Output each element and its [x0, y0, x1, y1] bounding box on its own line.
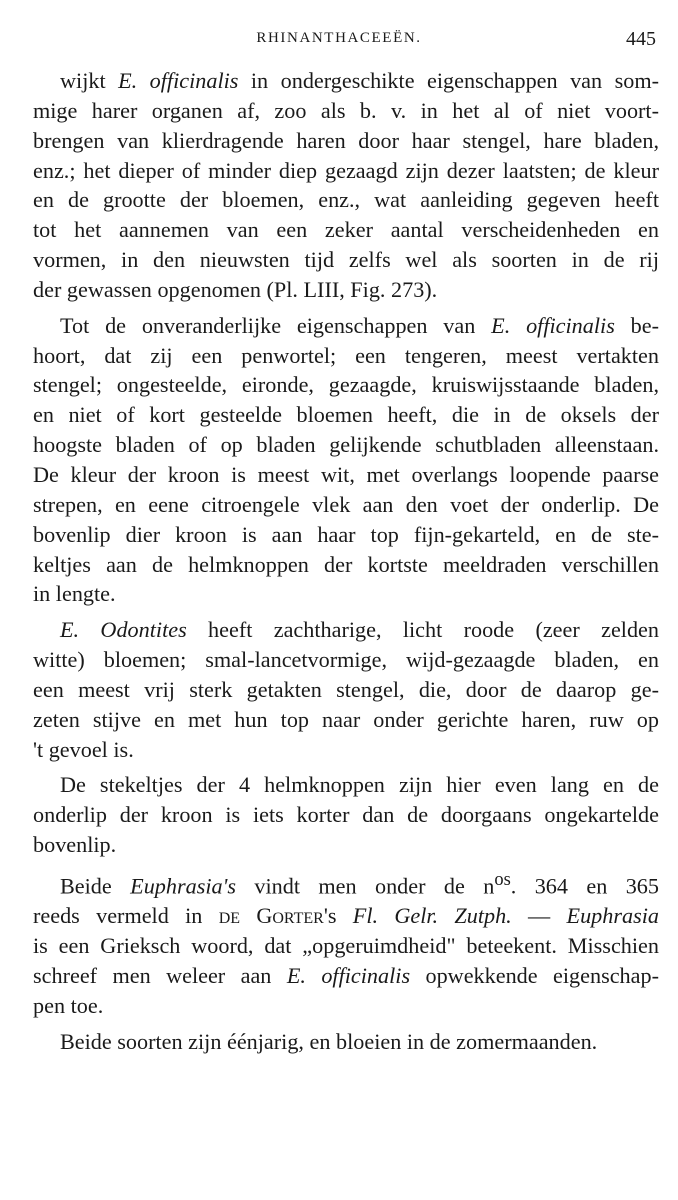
- italic-text: Euphrasia's: [130, 873, 236, 899]
- text-line: [33, 991, 659, 1021]
- italic-text: E. officinalis: [118, 68, 239, 93]
- text-line: [33, 901, 659, 931]
- paragraph: [33, 615, 659, 764]
- text-line: [33, 185, 659, 215]
- text-run: is een Grieksch woord, dat „opgeruimdheid" beteekent. Misschien: [33, 933, 659, 959]
- text-line: [33, 126, 659, 156]
- text-run: be-: [614, 312, 659, 338]
- text-line: [33, 245, 659, 275]
- text-run: De kleur der kroon is meest wit, met overlangs loopende paarse: [33, 461, 659, 487]
- text-line: [33, 579, 659, 609]
- text-run: en de grootte der bloemen, enz., wat aanleiding gegeven heeft: [33, 187, 659, 213]
- text-run: mige harer organen af, zoo als b. v. in het al of niet voort-: [33, 97, 659, 123]
- paragraph: [33, 66, 659, 305]
- italic-text: Fl. Gelr. Zutph.: [352, 903, 512, 929]
- text-line: [33, 156, 659, 186]
- text-line: [33, 735, 659, 765]
- text-line: [33, 615, 659, 645]
- text-line: [33, 800, 659, 830]
- text-line: [33, 770, 659, 800]
- text-run: bovenlip.: [33, 832, 117, 858]
- text-line: [33, 961, 659, 991]
- text-run: wijkt: [60, 68, 119, 93]
- superscript-text: os: [494, 869, 511, 890]
- text-run: keltjes aan de helmknoppen der kortste meeldraden verschillen: [33, 551, 659, 577]
- text-line: [33, 705, 659, 735]
- text-line: [33, 931, 659, 961]
- text-line: [33, 275, 659, 305]
- text-run: De stekeltjes der 4 helmknoppen zijn hier even lang en de: [60, 772, 659, 798]
- text-line: [33, 490, 659, 520]
- text-run: strepen, en eene citroengele vlek aan den voet der onderlip. De: [33, 491, 659, 517]
- text-run: . 364 en 365: [510, 873, 659, 899]
- text-line: [33, 460, 659, 490]
- text-line: [33, 370, 659, 400]
- text-line: [33, 400, 659, 430]
- text-line: [33, 1027, 659, 1057]
- text-line: [33, 830, 659, 860]
- page-header: [0, 30, 678, 54]
- text-run: der gewassen opgenomen (Pl. LIII, Fig. 273).: [33, 276, 438, 302]
- text-line: [33, 645, 659, 675]
- italic-text: Euphrasia: [566, 903, 659, 929]
- italic-text: E. Odontites: [60, 617, 187, 643]
- text-run: —: [511, 903, 567, 929]
- text-run: enz.; het dieper of minder diep gezaagd zijn dezer laatsten; de kleur: [33, 157, 659, 183]
- text-run: hoort, dat zij een penwortel; een tengeren, meest vertakten: [33, 342, 659, 368]
- text-run: pen toe.: [33, 992, 104, 1018]
- paragraph: [33, 1027, 659, 1057]
- text-run: in ondergeschikte eigenschappen van som-: [238, 68, 659, 93]
- text-run: heeft zachtharige, licht roode (zeer zelden: [186, 617, 659, 643]
- text-run: opwekkende eigenschap-: [410, 962, 659, 988]
- text-run: een meest vrij sterk getakten stengel, die, door de daarop ge-: [33, 676, 659, 702]
- text-run: witte) bloemen; smal-lancetvormige, wijd-gezaagde bladen, en: [33, 647, 659, 673]
- text-run: vormen, in den nieuwsten tijd zelfs wel als soorten in de rij: [33, 247, 659, 273]
- small-caps-text: de Gorter: [218, 903, 324, 929]
- text-run: 's: [323, 903, 353, 929]
- italic-text: E. officinalis: [491, 312, 615, 338]
- running-title: RHINANTHACEEËN.: [256, 30, 422, 46]
- page-number: 445: [626, 28, 656, 50]
- text-run: 't gevoel is.: [33, 736, 134, 762]
- italic-text: E. officinalis: [286, 962, 411, 988]
- text-run: reeds vermeld in: [33, 903, 219, 929]
- paragraph: [33, 866, 659, 1021]
- text-run: vindt men onder de n: [236, 873, 495, 899]
- text-run: Beide soorten zijn éénjarig, en bloeien in de zomermaanden.: [60, 1028, 598, 1054]
- text-run: en niet of kort gesteelde bloemen heeft, die in de oksels der: [33, 402, 659, 428]
- text-run: in lengte.: [33, 581, 116, 607]
- text-run: bovenlip dier kroon is aan haar top fijn-gekarteld, en de ste-: [33, 521, 659, 547]
- text-line: [33, 66, 659, 96]
- text-line: [33, 311, 659, 341]
- text-run: tot het aannemen van een zeker aantal verscheidenheden en: [33, 217, 659, 243]
- text-line: [33, 96, 659, 126]
- text-line: [33, 675, 659, 705]
- text-line: [33, 215, 659, 245]
- text-run: schreef men weleer aan: [33, 962, 287, 988]
- text-run: stengel; ongesteelde, eironde, gezaagde, kruiswijsstaande bladen,: [33, 372, 659, 398]
- text-run: Beide: [60, 873, 131, 899]
- text-run: hoogste bladen of op bladen gelijkende schutbladen alleenstaan.: [33, 432, 659, 458]
- text-run: onderlip der kroon is iets korter dan de doorgaans ongekartelde: [33, 802, 659, 828]
- text-run: brengen van klierdragende haren door haar stengel, hare bladen,: [33, 127, 659, 153]
- text-line: [33, 520, 659, 550]
- text-line: [33, 550, 659, 580]
- text-line: [33, 341, 659, 371]
- paragraph: [33, 770, 659, 860]
- text-run: zeten stijve en met hun top naar onder gerichte haren, ruw op: [33, 706, 659, 732]
- text-line: [33, 430, 659, 460]
- paragraph: [33, 311, 659, 609]
- text-line: [33, 866, 659, 901]
- text-run: Tot de onveranderlijke eigenschappen van: [60, 312, 492, 338]
- body-text: [33, 66, 659, 1056]
